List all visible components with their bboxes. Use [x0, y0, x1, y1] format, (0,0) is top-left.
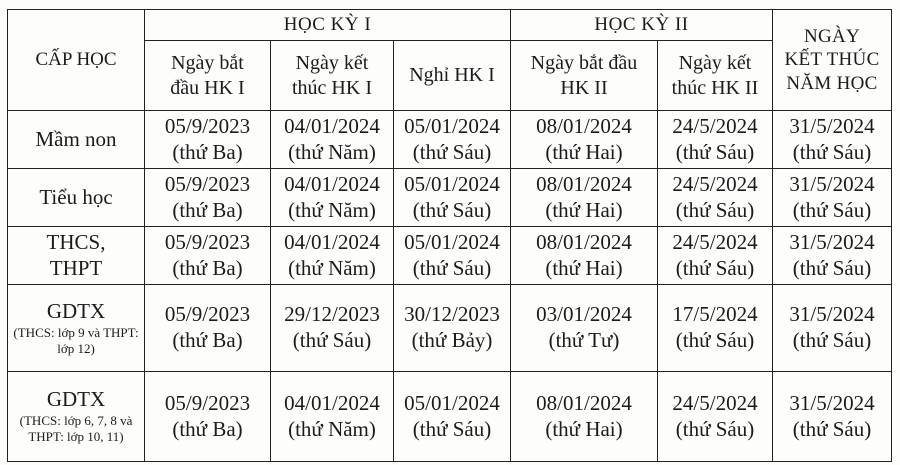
weekday-value: (thứ Năm) — [288, 255, 376, 280]
level-note: (THCS: lớp 6, 7, 8 và THPT: lớp 10, 11) — [19, 413, 133, 445]
hk1-end-header — [271, 41, 394, 111]
date-cell — [145, 227, 271, 285]
weekday-value: (thứ Sáu) — [675, 139, 755, 164]
date-cell — [511, 111, 658, 169]
header-line: Ngày kết — [678, 52, 752, 75]
level-name: THCS, — [46, 229, 106, 254]
date-value: 05/9/2023 — [164, 302, 251, 327]
date-cell — [394, 372, 511, 462]
date-value: 31/5/2024 — [789, 113, 875, 138]
date-value: 05/9/2023 — [164, 171, 251, 196]
weekday-value: (thứ Hai) — [545, 255, 623, 280]
date-value: 04/01/2024 — [284, 171, 380, 196]
date-cell — [658, 227, 773, 285]
date-value: 08/01/2024 — [536, 390, 632, 415]
date-value: 24/5/2024 — [672, 171, 758, 196]
date-cell — [271, 227, 394, 285]
date-value: 05/01/2024 — [404, 113, 500, 138]
date-cell — [145, 111, 271, 169]
level-name: THPT — [49, 255, 103, 280]
end-of-year-header — [773, 10, 892, 111]
date-cell — [658, 285, 773, 372]
weekday-value: (thứ Sáu) — [675, 416, 755, 441]
weekday-value: (thứ Ba) — [172, 328, 243, 352]
date-value: 30/12/2023 — [404, 302, 500, 327]
schedule-body — [8, 111, 892, 462]
table-row — [8, 169, 892, 227]
date-cell — [658, 111, 773, 169]
date-value: 08/01/2024 — [536, 171, 632, 196]
date-cell — [773, 285, 892, 372]
level-name: Mầm non — [35, 126, 117, 151]
date-cell — [145, 169, 271, 227]
weekday-value: (thứ Hai) — [545, 139, 623, 164]
date-value: 04/01/2024 — [284, 229, 380, 254]
end-of-year-header-line: NGÀY — [803, 26, 861, 48]
level-note: (THCS: lớp 9 và THPT: lớp 12) — [13, 324, 139, 356]
date-cell — [394, 169, 511, 227]
weekday-value: (thứ Sáu) — [675, 328, 755, 352]
school-year-schedule-table — [7, 9, 892, 462]
date-value: 08/01/2024 — [536, 113, 632, 138]
hk1-start-header — [145, 41, 271, 111]
date-value: 31/5/2024 — [789, 390, 875, 415]
weekday-value: (thứ Sáu) — [675, 197, 755, 222]
table-row — [8, 227, 892, 285]
weekday-value: (thứ Sáu) — [412, 139, 492, 164]
date-value: 04/01/2024 — [284, 113, 380, 138]
date-value: 03/01/2024 — [536, 302, 632, 327]
weekday-value: (thứ Năm) — [288, 139, 376, 164]
hk1-break-header — [394, 41, 511, 111]
weekday-value: (thứ Sáu) — [792, 139, 872, 164]
date-cell — [773, 372, 892, 462]
header-line: Ngày bắt — [171, 52, 244, 75]
header-line: thúc HK II — [671, 76, 759, 99]
weekday-value: (thứ Hai) — [545, 416, 623, 441]
date-value: 05/01/2024 — [404, 390, 500, 415]
date-cell — [271, 372, 394, 462]
date-cell — [271, 285, 394, 372]
date-value: 05/01/2024 — [404, 229, 500, 254]
weekday-value: (thứ Sáu) — [792, 416, 872, 441]
date-cell — [145, 372, 271, 462]
weekday-value: (thứ Sáu) — [412, 416, 492, 441]
table-row — [8, 111, 892, 169]
hk2-start-header — [511, 41, 658, 111]
date-value: 05/9/2023 — [164, 390, 251, 415]
weekday-value: (thứ Sáu) — [792, 255, 872, 280]
date-cell — [271, 169, 394, 227]
date-value: 29/12/2023 — [284, 302, 380, 327]
date-value: 24/5/2024 — [672, 113, 758, 138]
weekday-value: (thứ Sáu) — [292, 328, 372, 352]
weekday-value: (thứ Ba) — [172, 416, 243, 441]
date-value: 24/5/2024 — [672, 390, 758, 415]
date-value: 24/5/2024 — [672, 229, 758, 254]
date-cell — [511, 227, 658, 285]
date-value: 04/01/2024 — [284, 390, 380, 415]
level-cell — [8, 372, 145, 462]
date-cell — [394, 111, 511, 169]
level-cell — [8, 227, 145, 285]
date-value: 05/9/2023 — [164, 113, 251, 138]
weekday-value: (thứ Sáu) — [412, 197, 492, 222]
date-value: 08/01/2024 — [536, 229, 632, 254]
header-line: Ngày kết — [295, 52, 369, 75]
date-cell — [773, 111, 892, 169]
weekday-value: (thứ Sáu) — [792, 197, 872, 222]
level-name: GDTX — [46, 387, 106, 412]
date-cell — [511, 372, 658, 462]
weekday-value: (thứ Ba) — [172, 255, 243, 280]
semester-2-header: HỌC KỲ II — [511, 10, 773, 41]
weekday-value: (thứ Ba) — [172, 139, 243, 164]
header-line: Nghỉ HK I — [409, 64, 495, 87]
weekday-value: (thứ Tư) — [548, 328, 620, 352]
end-of-year-header-line: NĂM HỌC — [786, 72, 878, 94]
date-cell — [773, 169, 892, 227]
weekday-value: (thứ Năm) — [288, 197, 376, 222]
header-line: HK II — [560, 76, 608, 99]
level-name: GDTX — [46, 298, 106, 323]
date-value: 31/5/2024 — [789, 229, 875, 254]
date-value: 31/5/2024 — [789, 302, 875, 327]
level-cell — [8, 169, 145, 227]
date-cell — [271, 111, 394, 169]
header-row-groups — [8, 10, 892, 41]
header-line: đầu HK I — [170, 76, 245, 99]
weekday-value: (thứ Bảy) — [411, 328, 493, 352]
table-row — [8, 372, 892, 462]
weekday-value: (thứ Hai) — [545, 197, 623, 222]
date-value: 05/01/2024 — [404, 171, 500, 196]
header-line: thúc HK I — [292, 76, 372, 99]
semester-1-header: HỌC KỲ I — [145, 10, 511, 41]
header-line: Ngày bắt đầu — [530, 52, 638, 75]
date-cell — [658, 372, 773, 462]
level-name: Tiểu học — [39, 184, 113, 209]
date-cell — [394, 227, 511, 285]
weekday-value: (thứ Sáu) — [412, 255, 492, 280]
weekday-value: (thứ Sáu) — [792, 328, 872, 352]
hk2-end-header — [658, 41, 773, 111]
end-of-year-header-line: KẾT THÚC — [784, 49, 880, 71]
date-cell — [511, 169, 658, 227]
weekday-value: (thứ Năm) — [288, 416, 376, 441]
level-cell — [8, 285, 145, 372]
date-cell — [145, 285, 271, 372]
weekday-value: (thứ Sáu) — [675, 255, 755, 280]
level-column-header: CẤP HỌC — [8, 10, 145, 111]
level-cell — [8, 111, 145, 169]
date-value: 17/5/2024 — [672, 302, 758, 327]
date-cell — [658, 169, 773, 227]
date-value: 05/9/2023 — [164, 229, 251, 254]
date-cell — [773, 227, 892, 285]
date-cell — [394, 285, 511, 372]
date-cell — [511, 285, 658, 372]
weekday-value: (thứ Ba) — [172, 197, 243, 222]
table-row — [8, 285, 892, 372]
date-value: 31/5/2024 — [789, 171, 875, 196]
